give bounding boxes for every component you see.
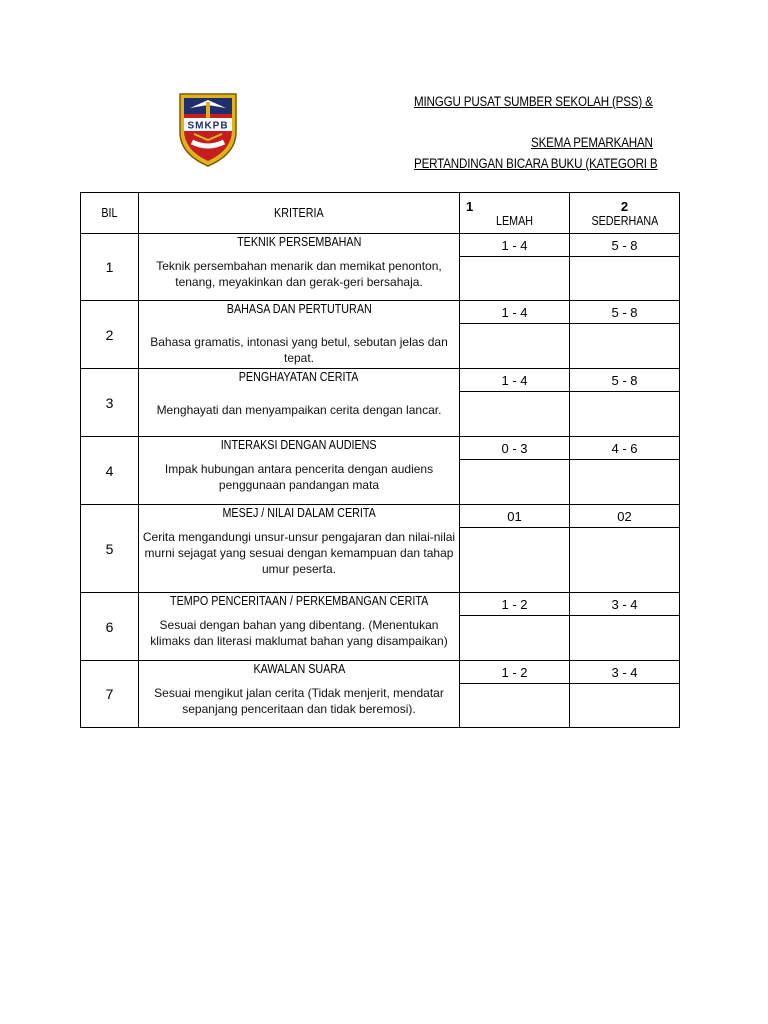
row-number: 7 bbox=[81, 661, 139, 728]
criteria-cell bbox=[139, 301, 460, 369]
score-entry-sederhana[interactable] bbox=[570, 324, 680, 369]
criteria-title: TEMPO PENCERITAAN / PERKEMBANGAN CERITA bbox=[169, 594, 429, 608]
score-range-sederhana: 4 - 6 bbox=[570, 437, 680, 460]
table-row bbox=[81, 437, 680, 460]
score-range-lemah: 0 - 3 bbox=[460, 437, 570, 460]
score-range-lemah: 1 - 2 bbox=[460, 593, 570, 616]
criteria-cell bbox=[139, 593, 460, 661]
criteria-description: Cerita mengandungi unsur-unsur pengajaran dan nilai-nilai murni sejagat yang sesuai dengan kemampuan dan tahap umur peserta. bbox=[142, 530, 456, 576]
criteria-title: INTERAKSI DENGAN AUDIENS bbox=[221, 438, 377, 452]
score-entry-lemah[interactable] bbox=[460, 616, 570, 661]
scoring-table bbox=[80, 192, 680, 728]
criteria-description: Sesuai mengikut jalan cerita (Tidak menjerit, mendatar sepanjang penceritaan dan tidak beremosi). bbox=[154, 686, 444, 716]
criteria-description: Sesuai dengan bahan yang dibentang. (Menentukan klimaks dan literasi maklumat bahan yang disampaikan) bbox=[150, 618, 448, 648]
criteria-cell bbox=[139, 369, 460, 437]
criteria-cell bbox=[139, 437, 460, 505]
score-entry-lemah[interactable] bbox=[460, 324, 570, 369]
score-range-lemah: 1 - 4 bbox=[460, 234, 570, 257]
header-scheme-title: SKEMA PEMARKAHAN bbox=[531, 135, 653, 150]
row-number: 4 bbox=[81, 437, 139, 505]
school-crest-logo bbox=[176, 92, 240, 168]
score-range-lemah: 1 - 4 bbox=[460, 301, 570, 324]
header-kriteria: KRITERIA bbox=[139, 193, 460, 234]
score-entry-sederhana[interactable] bbox=[570, 392, 680, 437]
criteria-cell bbox=[139, 234, 460, 301]
table-row bbox=[81, 234, 680, 257]
criteria-cell bbox=[139, 505, 460, 593]
score-entry-sederhana[interactable] bbox=[570, 528, 680, 593]
score-range-sederhana: 5 - 8 bbox=[570, 369, 680, 392]
svg-text:SMKPB: SMKPB bbox=[187, 120, 229, 132]
criteria-title: TEKNIK PERSEMBAHAN bbox=[236, 235, 362, 249]
header-event-title: MINGGU PUSAT SUMBER SEKOLAH (PSS) & bbox=[414, 94, 653, 109]
criteria-title: PENGHAYATAN CERITA bbox=[239, 370, 359, 384]
criteria-description: Bahasa gramatis, intonasi yang betul, sebutan jelas dan tepat. bbox=[150, 335, 448, 365]
criteria-title: KAWALAN SUARA bbox=[253, 662, 345, 676]
score-entry-sederhana[interactable] bbox=[570, 684, 680, 728]
score-entry-lemah[interactable] bbox=[460, 528, 570, 593]
header-level-1: 1 LEMAH bbox=[460, 193, 570, 234]
header-bil: BIL bbox=[81, 193, 139, 234]
score-entry-lemah[interactable] bbox=[460, 684, 570, 728]
score-entry-lemah[interactable] bbox=[460, 460, 570, 505]
criteria-description: Menghayati dan menyampaikan cerita dengan lancar. bbox=[156, 403, 442, 417]
score-range-lemah: 1 - 4 bbox=[460, 369, 570, 392]
header-competition-title: PERTANDINGAN BICARA BUKU (KATEGORI B bbox=[414, 156, 658, 171]
table-row bbox=[81, 505, 680, 528]
score-entry-sederhana[interactable] bbox=[570, 460, 680, 505]
score-entry-lemah[interactable] bbox=[460, 257, 570, 301]
row-number: 2 bbox=[81, 301, 139, 369]
table-row bbox=[81, 369, 680, 392]
score-range-sederhana: 3 - 4 bbox=[570, 661, 680, 684]
score-range-sederhana: 5 - 8 bbox=[570, 234, 680, 257]
score-range-sederhana: 3 - 4 bbox=[570, 593, 680, 616]
table-row bbox=[81, 301, 680, 324]
criteria-description: Impak hubungan antara pencerita dengan audiens penggunaan pandangan mata bbox=[164, 462, 434, 492]
row-number: 5 bbox=[81, 505, 139, 593]
header-level-2: 2 SEDERHANA bbox=[570, 193, 680, 234]
criteria-title: MESEJ / NILAI DALAM CERITA bbox=[222, 506, 376, 520]
row-number: 1 bbox=[81, 234, 139, 301]
criteria-cell bbox=[139, 661, 460, 728]
score-range-lemah: 01 bbox=[460, 505, 570, 528]
score-entry-sederhana[interactable] bbox=[570, 257, 680, 301]
table-row bbox=[81, 593, 680, 616]
row-number: 6 bbox=[81, 593, 139, 661]
score-range-sederhana: 5 - 8 bbox=[570, 301, 680, 324]
score-entry-lemah[interactable] bbox=[460, 392, 570, 437]
criteria-description: Teknik persembahan menarik dan memikat penonton, tenang, meyakinkan dan gerak-geri bersahaja. bbox=[156, 259, 442, 289]
score-entry-sederhana[interactable] bbox=[570, 616, 680, 661]
score-range-sederhana: 02 bbox=[570, 505, 680, 528]
score-range-lemah: 1 - 2 bbox=[460, 661, 570, 684]
table-row bbox=[81, 661, 680, 684]
row-number: 3 bbox=[81, 369, 139, 437]
criteria-title: BAHASA DAN PERTUTURAN bbox=[226, 302, 372, 316]
